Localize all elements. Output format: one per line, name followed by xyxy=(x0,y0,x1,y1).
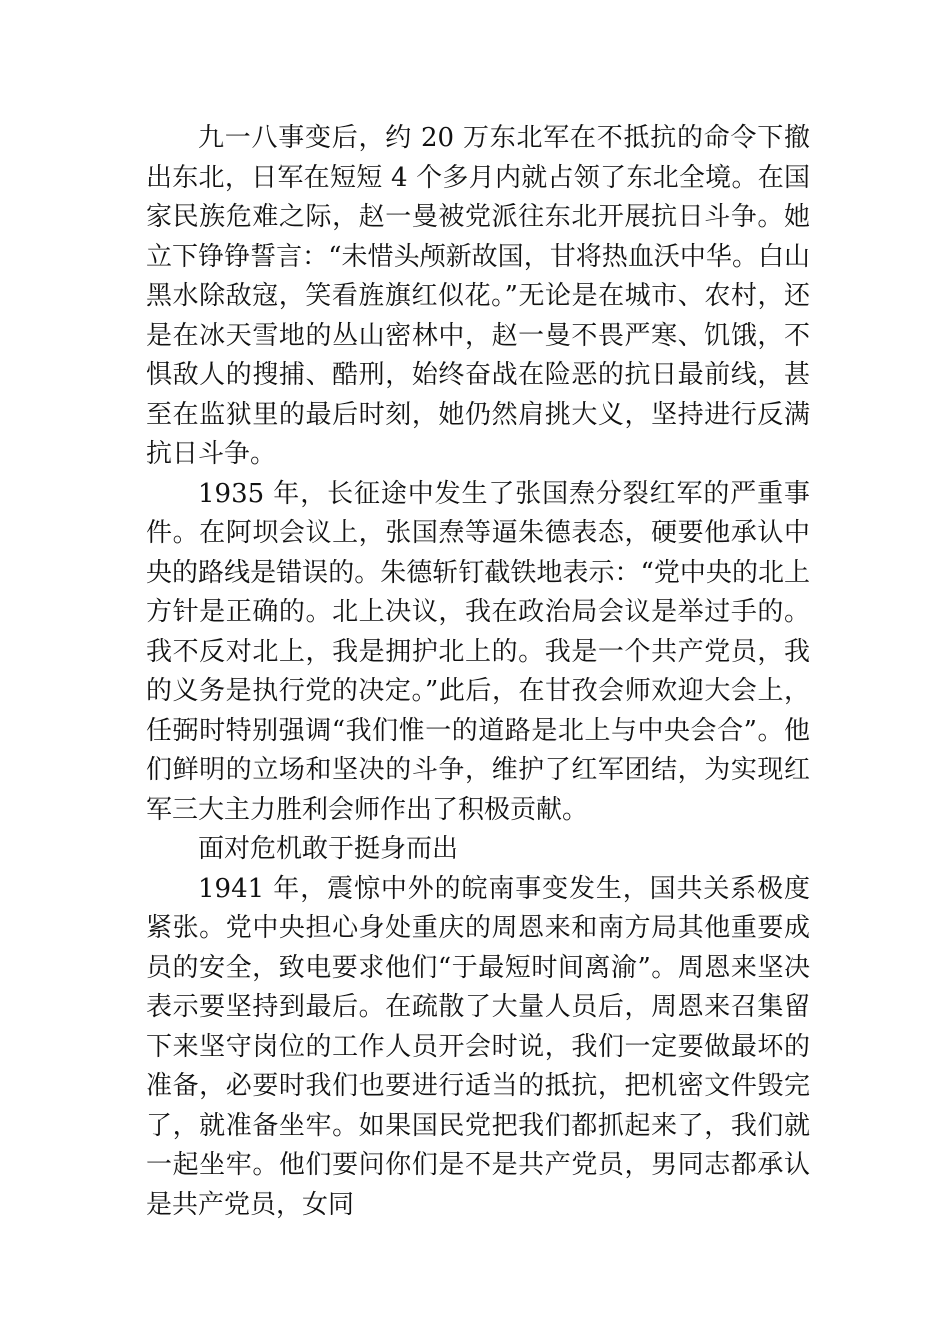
paragraph-wannan-incident-1941: 1941 年，震惊中外的皖南事变发生，国共关系极度紧张。党中央担心身处重庆的周恩来和南方局其他重要成员的安全，致电要求他们“于最短时间离渝”。周恩来坚决表示要坚持到最后。在疏散了大量人员后，周恩来召集留下来坚守岗位的工作人员开会时说，我们一定要做最坏的准备，必要时我们也要进行适当的抵抗，把机密文件毁完了，就准备坐牢。如果国民党把我们都抓起来了，我们就一起坐牢。他们要问你们是不是共产党员，男同志都承认是共产党员，女同 xyxy=(146,873,810,1220)
document-body xyxy=(146,119,810,1225)
paragraph-zhao-yiman: 九一八事变后，约 20 万东北军在不抵抗的命令下撤出东北，日军在短短 4 个多月内就占领了东北全境。在国家民族危难之际，赵一曼被党派往东北开展抗日斗争。她立下铮铮誓言：“未惜头颅新故国，甘将热血沃中华。白山黑水除敌寇，笑看旌旗红似花。”无论是在城市、农村，还是在冰天雪地的丛山密林中，赵一曼不畏严寒、饥饿，不惧敌人的搜捕、酷刑，始终奋战在险恶的抗日最前线，甚至在监狱里的最后时刻，她仍然肩挑大义，坚持进行反满抗日斗争。 xyxy=(146,123,810,469)
section-heading: 面对危机敢于挺身而出 xyxy=(198,834,459,864)
paragraph-long-march-1935: 1935 年，长征途中发生了张国焘分裂红军的严重事件。在阿坝会议上，张国焘等逼朱德表态，硬要他承认中央的路线是错误的。朱德斩钉截铁地表示：“党中央的北上方针是正确的。北上决议，我在政治局会议是举过手的。我不反对北上，我是拥护北上的。我是一个共产党员，我的义务是执行党的决定。”此后，在甘孜会师欢迎大会上，任弼时特别强调“我们惟一的道路是北上与中央会合”。他们鲜明的立场和坚决的斗争，维护了红军团结，为实现红军三大主力胜利会师作出了积极贡献。 xyxy=(146,478,810,825)
